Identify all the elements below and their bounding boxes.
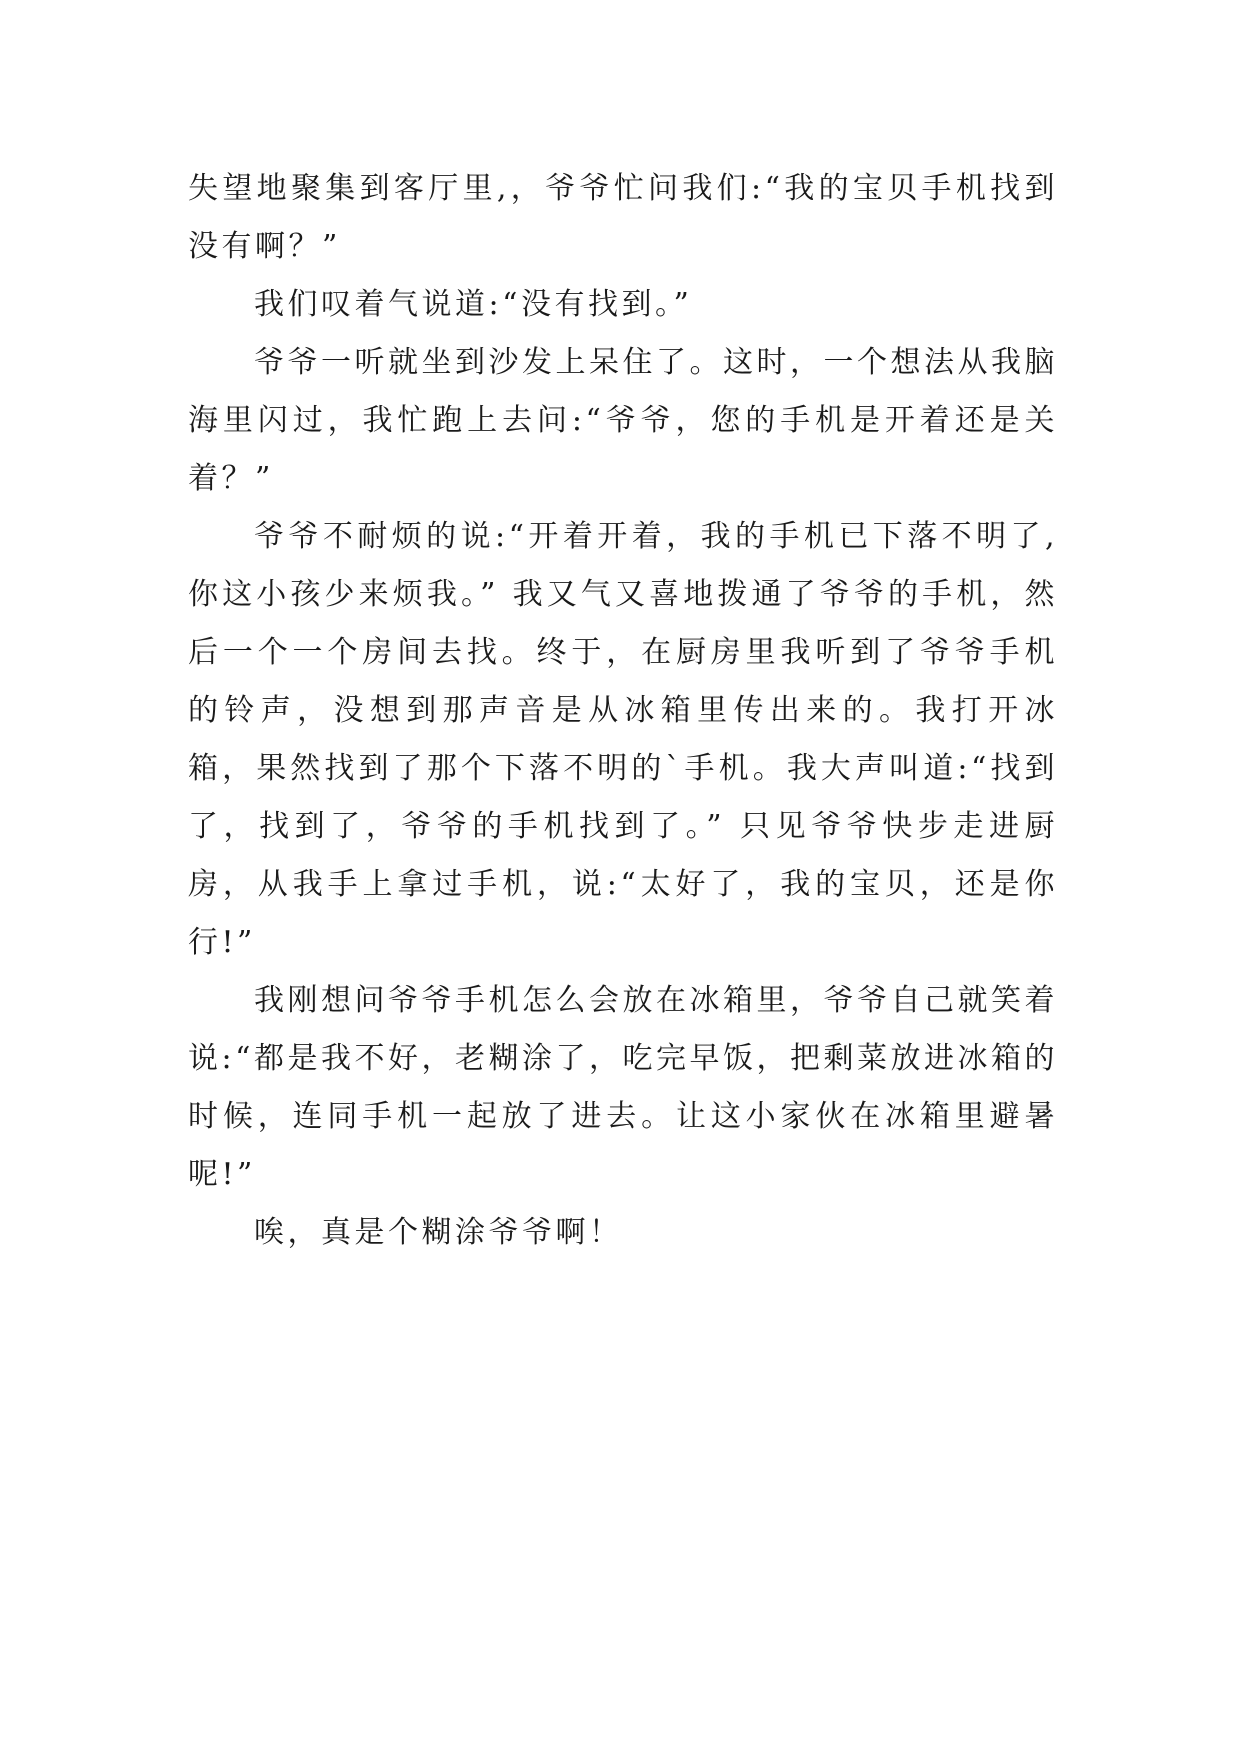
paragraph-1: 失望地聚集到客厅里,，爷爷忙问我们:“我的宝贝手机找到没有啊？” [188,171,1058,264]
paragraph-3: 爷爷一听就坐到沙发上呆住了。这时，一个想法从我脑海里闪过，我忙跑上去问:“爷爷，您的手机是开着还是关着？” [188,345,1058,496]
paragraph-4: 爷爷不耐烦的说:“开着开着，我的手机已下落不明了,你这小孩少来烦我。” 我又气又喜地拨通了爷爷的手机，然后一个一个房间去找。终于，在厨房里我听到了爷爷手机的铃声，没想到那声音是从冰箱里传出来的。我打开冰箱，果然找到了那个下落不明的`手机。我大声叫道:“找到了，找到了，爷爷的手机找到了。” 只见爷爷快步走进厨房，从我手上拿过手机，说:“太好了，我的宝贝，还是你行!” [188,519,1058,960]
paragraph-6: 唉，真是个糊涂爷爷啊！ [254,1215,623,1250]
paragraph-5: 我刚想问爷爷手机怎么会放在冰箱里，爷爷自己就笑着说:“都是我不好，老糊涂了，吃完早饭，把剩菜放进冰箱的时候，连同手机一起放了进去。让这小家伙在冰箱里避暑呢!” [188,983,1058,1192]
paragraph-2: 我们叹着气说道:“没有找到。” [254,287,693,322]
document-body [188,160,1058,1262]
